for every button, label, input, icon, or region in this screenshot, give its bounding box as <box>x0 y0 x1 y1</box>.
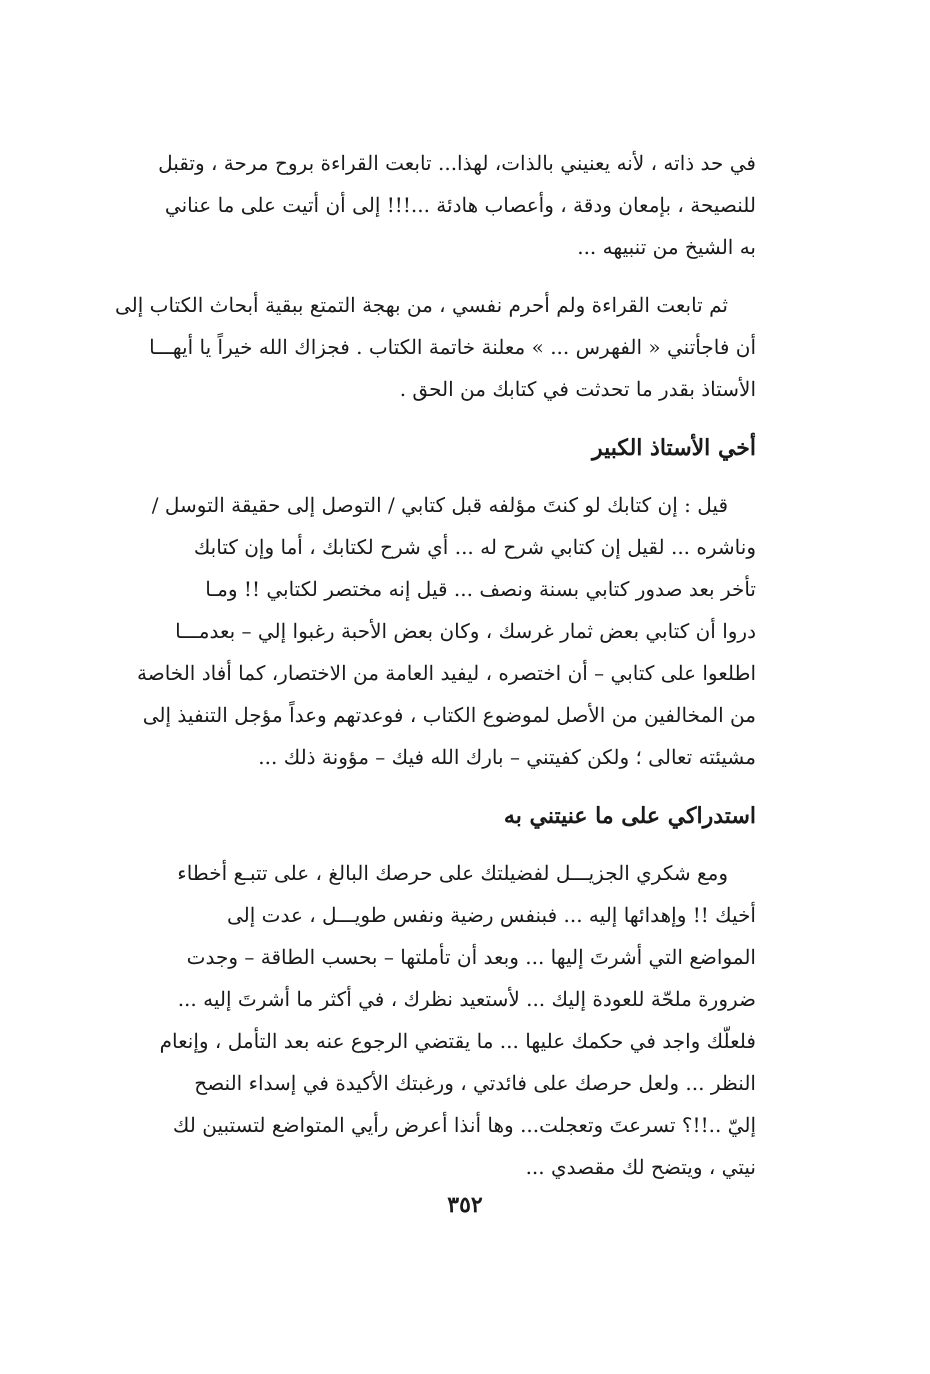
page-number: ٣٥٢ <box>447 1192 483 1218</box>
paragraph-4 <box>88 852 756 1188</box>
text-line: ثم تابعت القراءة ولم أحرم نفسي ، من بهجة التمتع ببقية أبحاث الكتاب إلى <box>114 293 728 317</box>
text-line: إليّ ..!!؟ تسرعتَ وتعجلت... وها أنذا أعرض رأيي المتواضع لتستبين لك <box>172 1113 756 1137</box>
text-line: وناشره ... لقيل إن كتابي شرح له ... أي شرح لكتابك ، أما وإن كتابك <box>193 535 756 559</box>
text-line: في حد ذاته ، لأنه يعنيني بالذات، لهذا... تابعت القراءة بروح مرحة ، وتقبل <box>158 151 756 175</box>
text-line: ضرورة ملحّة للعودة إليك ... لأستعيد نظرك ، في أكثر ما أشرتَ إليه ... <box>177 987 756 1011</box>
text-line: ومع شكري الجزيـــل لفضيلتك على حرصك البالغ ، على تتبـع أخطاء <box>177 861 728 885</box>
paragraph-2 <box>88 284 756 410</box>
text-line: قيل : إن كتابك لو كنتَ مؤلفه قبل كتابي / التوصل إلى حقيقة التوسل / <box>151 493 728 517</box>
text-line: أن فاجأتني « الفهرس ... » معلنة خاتمة الكتاب . فجزاك الله خيراً يا أيهـــا <box>149 335 756 359</box>
paragraph-3 <box>88 484 756 778</box>
text-line: فلعلّك واجد في حكمك عليها ... ما يقتضي الرجوع عنه بعد التأمل ، وإنعام <box>159 1029 756 1053</box>
text-line: النظر ... ولعل حرصك على فائدتي ، ورغبتك الأكيدة في إسداء النصح <box>194 1071 756 1095</box>
text-line: أخيك !! وإهدائها إليه ... فبنفس رضية ونفس طويـــل ، عدت إلى <box>226 903 756 927</box>
text-line: للنصيحة ، بإمعان ودقة ، وأعصاب هادئة ...!!! إلى أن أتيت على ما عناني <box>164 193 756 217</box>
text-line: الأستاذ بقدر ما تحدثت في كتابك من الحق . <box>399 377 756 401</box>
text-line: من المخالفين من الأصل لموضوع الكتاب ، فوعدتهم وعداً مؤجل التنفيذ إلى <box>142 703 756 727</box>
page-body <box>88 142 756 1204</box>
section-heading-correction: استدراكي على ما عنيتني به <box>503 803 756 829</box>
paragraph-1 <box>88 142 756 268</box>
text-line: به الشيخ من تنبيهه ... <box>577 235 756 259</box>
text-line: المواضع التي أشرتَ إليها ... وبعد أن تأملتها – بحسب الطاقة – وجدت <box>186 945 756 969</box>
text-line: اطلعوا على كتابي – أن اختصره ، ليفيد العامة من الاختصار، كما أفاد الخاصة <box>136 661 756 685</box>
text-line: دروا أن كتابي بعض ثمار غرسك ، وكان بعض الأحبة رغبوا إلي – بعدمـــا <box>175 619 756 643</box>
text-line: مشيئته تعالى ؛ ولكن كفيتني – بارك الله فيك – مؤونة ذلك ... <box>258 745 756 769</box>
section-heading-brother: أخي الأستاذ الكبير <box>592 435 756 461</box>
text-line: تأخر بعد صدور كتابي بسنة ونصف ... قيل إنه مختصر لكتابي !! ومـا <box>205 577 756 601</box>
text-line: نيتي ، ويتضح لك مقصدي ... <box>525 1155 756 1179</box>
